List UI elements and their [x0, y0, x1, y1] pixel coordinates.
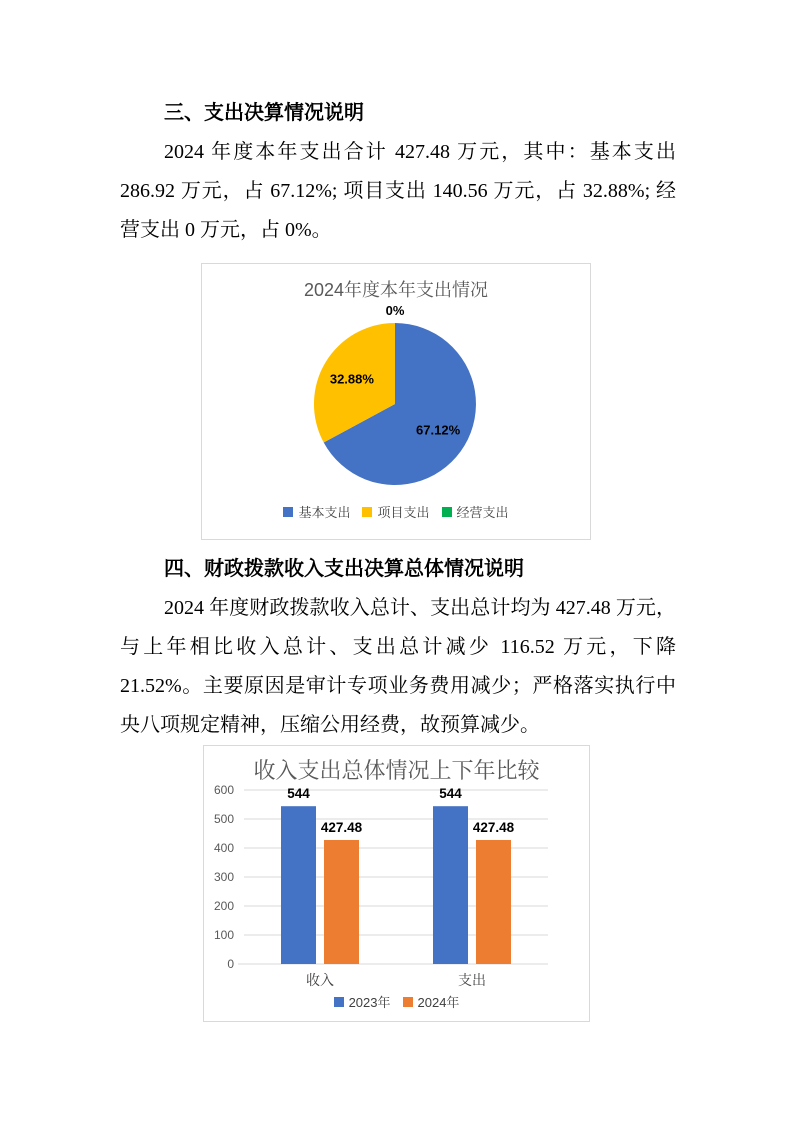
section4-heading: 四、财政拨款收入支出决算总体情况说明 — [164, 558, 524, 580]
bar-chart-graphic — [204, 746, 589, 1021]
legend-item: 2023年 — [334, 992, 391, 1011]
bar — [324, 840, 359, 964]
section4-paragraph: 2024 年度财政拨款收入总计、支出总计均为 427.48 万元，与上年相比收入总计、支出总计减少 116.52 万元，下降 21.52%。主要原因是审计专项业务费用减少；严格落实执行中央八项规定精神，压缩公用经费，故预算减少。 — [120, 597, 676, 736]
pie-chart-title: 2024年度本年支出情况 — [303, 280, 489, 300]
pie-chart-legend — [202, 502, 590, 521]
legend-swatch — [403, 997, 413, 1007]
pie-data-label: 67.12% — [416, 422, 461, 438]
bar-data-label: 544 — [287, 786, 310, 802]
pie-data-label: 0% — [385, 303, 405, 318]
y-axis-tick-label: 600 — [213, 783, 234, 797]
legend-item: 2024年 — [403, 992, 460, 1011]
x-axis-category-label: 支出 — [458, 974, 486, 989]
section3-heading: 三、支出决算情况说明 — [164, 102, 364, 124]
y-axis-tick-label: 400 — [213, 841, 234, 855]
legend-item: 基本支出 — [283, 502, 350, 521]
legend-swatch — [334, 997, 344, 1007]
legend-swatch — [442, 507, 452, 517]
pie-chart-graphic — [202, 264, 590, 539]
pie-data-label: 32.88% — [329, 371, 374, 387]
section3-paragraph: 2024 年度本年支出合计 427.48 万元，其中：基本支出 286.92 万元，占 67.12%; 项目支出 140.56 万元，占 32.88%; 经营支出 0 万元，占 0%。 — [120, 141, 676, 241]
y-axis-tick-label: 500 — [213, 812, 234, 826]
pie-chart — [201, 263, 591, 540]
bar-data-label: 544 — [439, 786, 462, 802]
y-axis-tick-label: 0 — [227, 957, 234, 971]
y-axis-tick-label: 200 — [213, 899, 234, 913]
bar — [281, 806, 316, 964]
x-axis-category-label: 收入 — [306, 974, 334, 989]
bar-data-label: 427.48 — [472, 820, 515, 835]
legend-item: 经营支出 — [442, 502, 509, 521]
bar-data-label: 427.48 — [320, 820, 363, 835]
bar-chart-title: 收入支出总体情况上下年比较 — [253, 758, 540, 783]
legend-item: 项目支出 — [362, 502, 429, 521]
legend-swatch — [362, 507, 372, 517]
bar — [433, 806, 468, 964]
y-axis-tick-label: 300 — [213, 870, 234, 884]
bar-chart-legend — [204, 992, 589, 1011]
bar — [476, 840, 511, 964]
y-axis-tick-label: 100 — [213, 928, 234, 942]
bar-chart — [203, 745, 590, 1022]
legend-swatch — [283, 507, 293, 517]
